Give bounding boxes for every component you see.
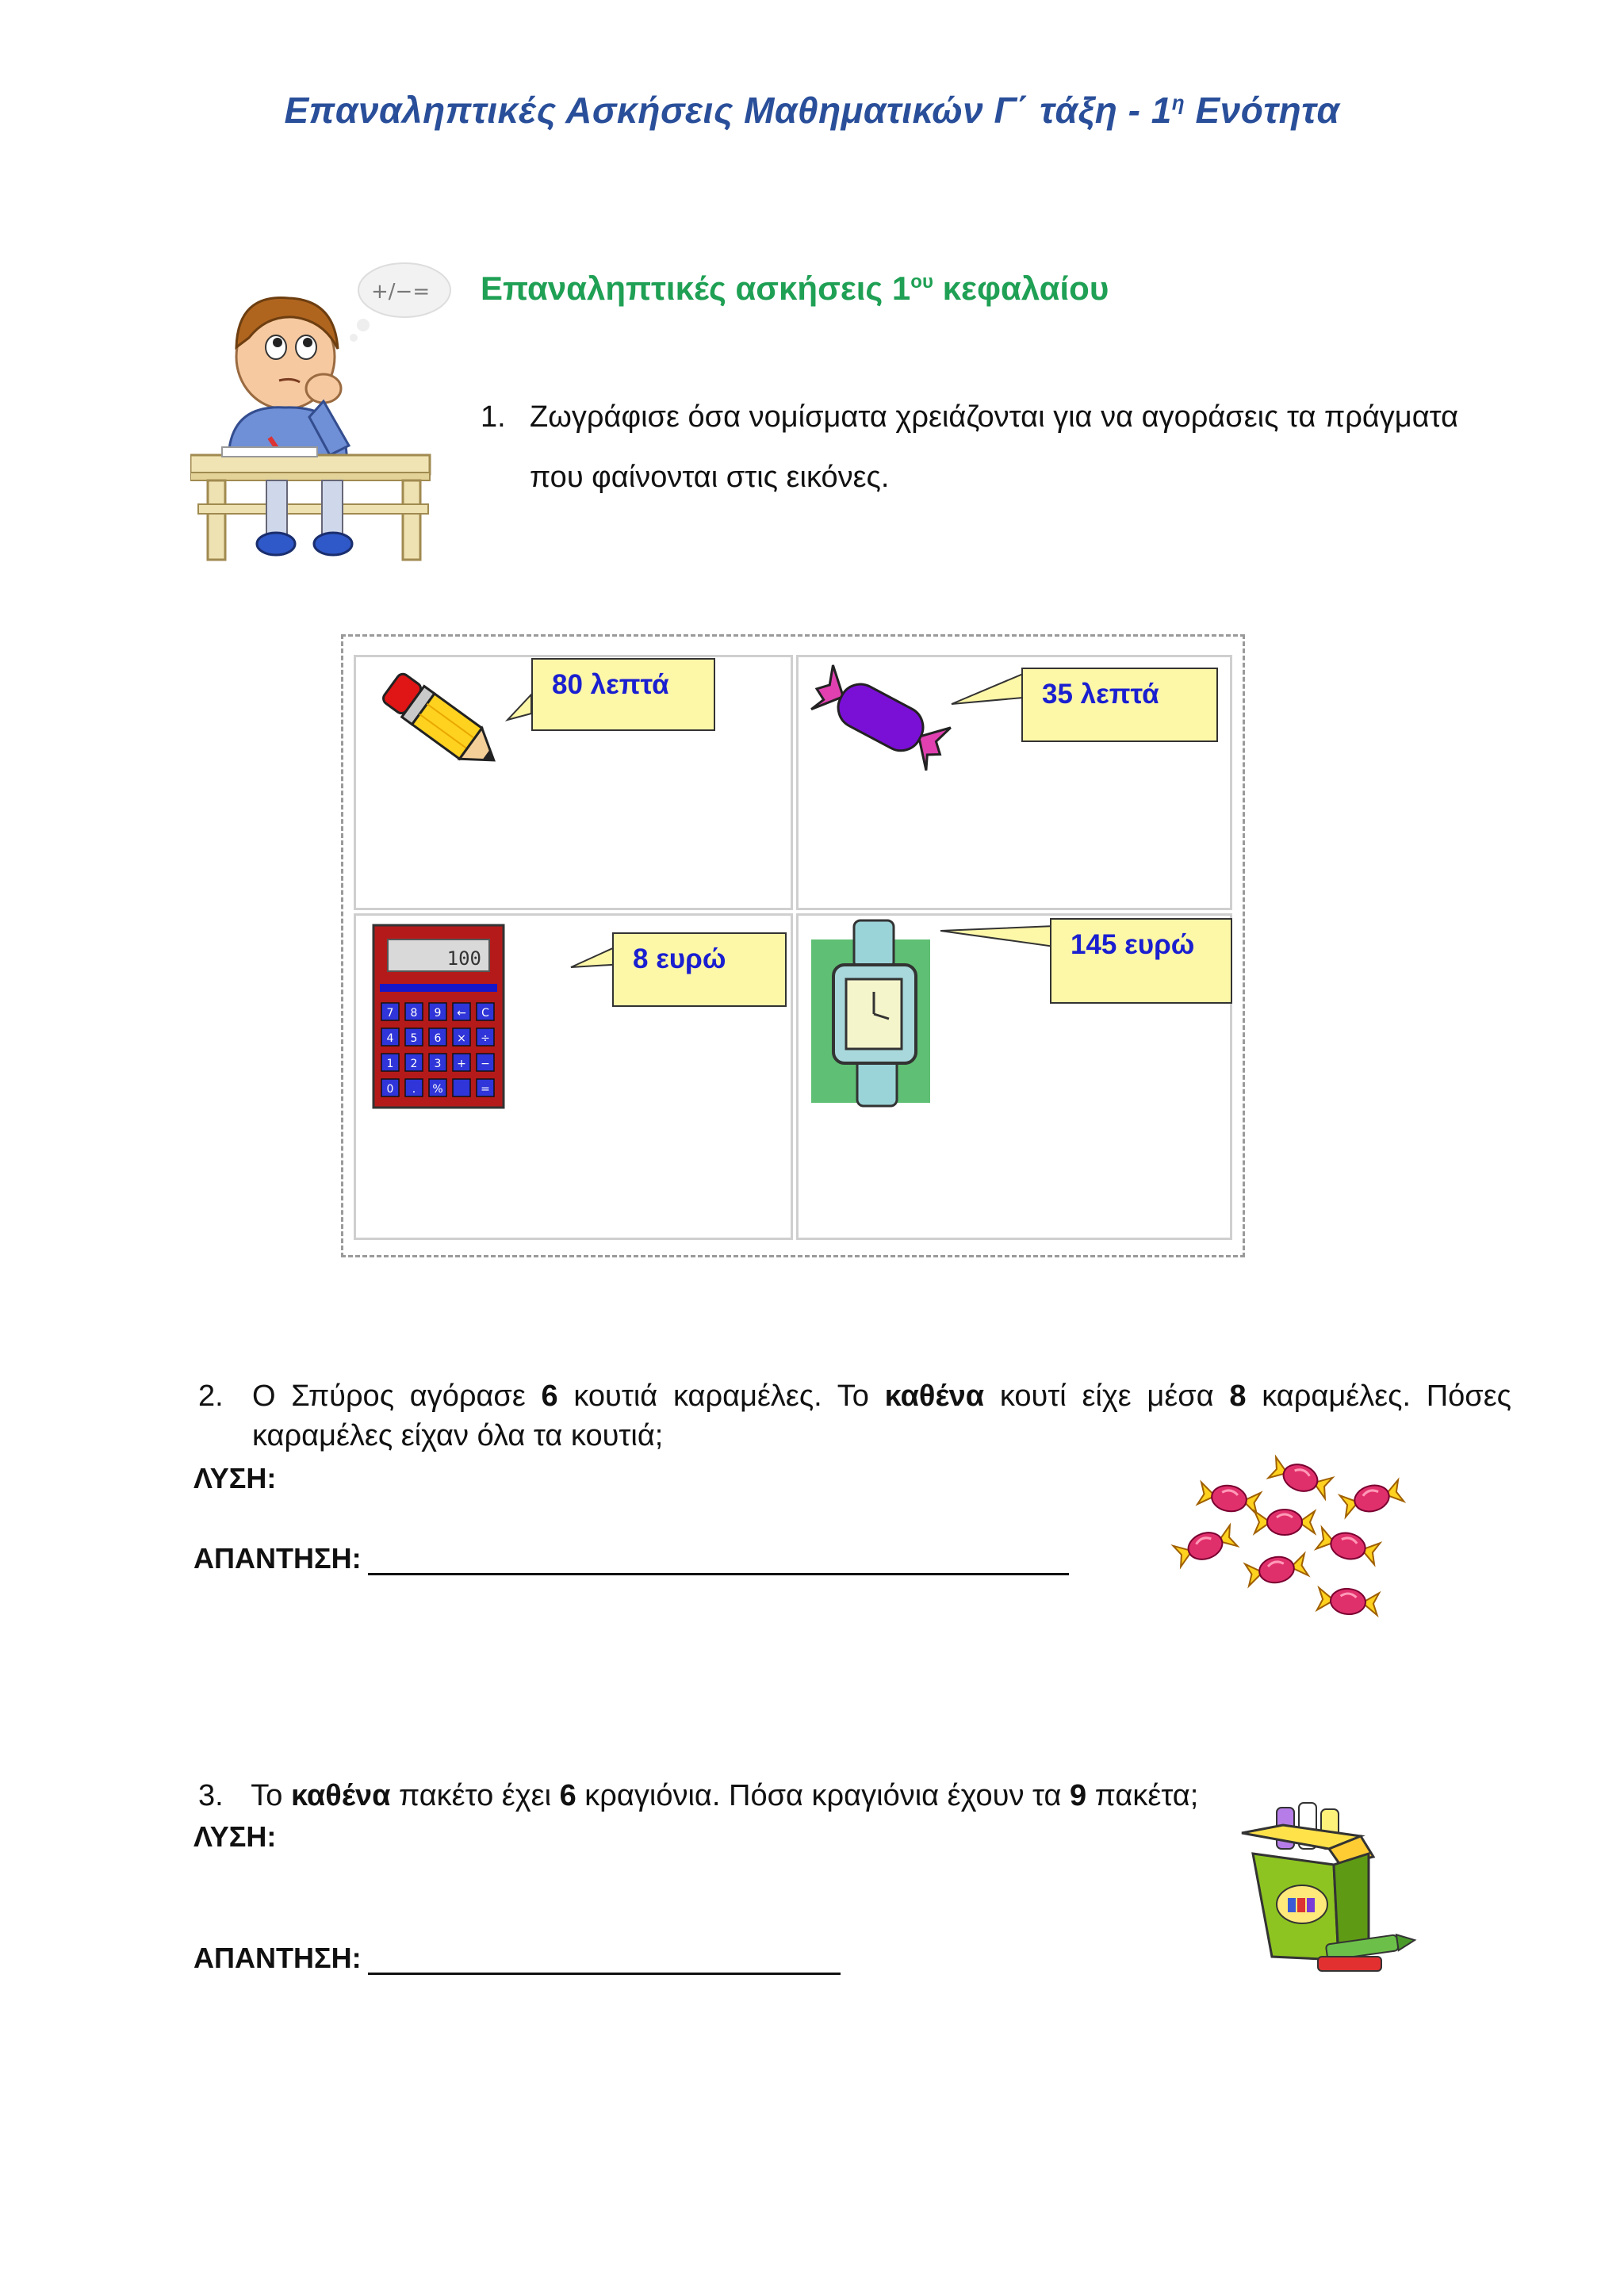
question-2-solution-label: ΛΥΣΗ: bbox=[193, 1462, 277, 1494]
calculator-key-label: C bbox=[481, 1007, 489, 1020]
question-1-number: 1. bbox=[481, 400, 506, 434]
crayon-box-illustration bbox=[1234, 1801, 1424, 1984]
calculator-key-label: 1 bbox=[386, 1058, 394, 1070]
price-tag-candy bbox=[1021, 668, 1218, 742]
calculator-key-label: 4 bbox=[386, 1032, 394, 1045]
calculator-display: 100 bbox=[446, 947, 481, 970]
question-3-number: 3. bbox=[198, 1779, 224, 1812]
watch-icon bbox=[810, 916, 944, 1114]
calculator-key-label: + bbox=[457, 1058, 466, 1070]
question-1-line-2: που φαίνονται στις εικόνες. bbox=[530, 461, 890, 494]
question-3-solution-label: ΛΥΣΗ: bbox=[193, 1820, 277, 1853]
calculator-key-label: 0 bbox=[386, 1083, 394, 1096]
calculator-key-label: × bbox=[457, 1032, 466, 1045]
candy-icon bbox=[810, 657, 952, 776]
candies-illustration bbox=[1166, 1451, 1419, 1625]
price-tag-watch-text: 145 ευρώ bbox=[1071, 929, 1195, 960]
price-tag-watch bbox=[1050, 918, 1232, 1004]
price-tag-calculator bbox=[612, 932, 787, 1007]
boy-thinking-illustration bbox=[190, 262, 452, 571]
price-tag-candy-pointer bbox=[944, 666, 1023, 729]
calculator-key-label: = bbox=[481, 1083, 490, 1096]
calculator-key-label: . bbox=[412, 1083, 416, 1096]
question-2-number: 2. bbox=[198, 1380, 224, 1413]
calculator-key-label: 9 bbox=[434, 1007, 442, 1020]
calculator-key-label: − bbox=[481, 1058, 490, 1070]
question-3 bbox=[198, 1779, 1198, 1813]
calculator-key bbox=[453, 1079, 470, 1096]
pencil-icon bbox=[364, 657, 515, 784]
question-3-answer-row bbox=[193, 1941, 841, 1975]
price-tag-pencil-text: 80 λεπτά bbox=[552, 669, 669, 700]
price-tag-pencil bbox=[531, 658, 715, 731]
price-tag-watch-pointer bbox=[936, 920, 1055, 967]
chapter-title: Επαναληπτικές ασκήσεις $1^{o\upsilon}$ κεφαλαίου bbox=[481, 270, 1109, 307]
question-3-answer-label: ΑΠΑΝΤΗΣΗ: bbox=[193, 1942, 362, 1974]
question-3-text: Το καθένα πακέτο έχει 6 κραγιόνια. Πόσα κραγιόνια έχουν τα 9 πακέτα; bbox=[251, 1779, 1199, 1812]
calculator-key-label: % bbox=[432, 1083, 443, 1096]
calculator-key-label: 8 bbox=[410, 1007, 418, 1020]
question-1-line-1: Ζωγράφισε όσα νομίσματα χρειάζονται για να αγοράσεις τα πράγματα bbox=[530, 400, 1459, 434]
calculator-icon bbox=[372, 924, 507, 1111]
calculator-key-label: 5 bbox=[410, 1032, 418, 1045]
question-2-text: Ο Σπύρος αγόρασε 6 κουτιά καραμέλες. Το καθένα κουτί είχε μέσα 8 καραμέλες. Πόσες καραμέλες είχαν όλα τα κουτιά; bbox=[252, 1380, 1511, 1452]
question-2-answer-row bbox=[193, 1541, 1069, 1575]
svg-text:+/−=: +/−= bbox=[371, 280, 431, 304]
calculator-key-label: 6 bbox=[434, 1032, 442, 1045]
price-tag-calculator-text: 8 ευρώ bbox=[633, 943, 726, 974]
calculator-key-label: 7 bbox=[386, 1007, 394, 1020]
page-header-title: Επαναληπτικές Ασκήσεις Μαθηματικών Γ΄ τάξη - $1^\eta$ Ενότητα bbox=[284, 90, 1340, 131]
calculator-key-label: 2 bbox=[410, 1058, 418, 1070]
calculator-key-label: ÷ bbox=[481, 1032, 490, 1045]
price-tag-candy-text: 35 λεπτά bbox=[1042, 679, 1159, 710]
calculator-key-label: ← bbox=[457, 1007, 466, 1020]
question-2-answer-label: ΑΠΑΝΤΗΣΗ: bbox=[193, 1542, 362, 1575]
question-3-answer-field[interactable] bbox=[368, 1941, 841, 1975]
calculator-key-label: 3 bbox=[434, 1058, 442, 1070]
question-2-answer-field[interactable] bbox=[368, 1541, 1069, 1575]
